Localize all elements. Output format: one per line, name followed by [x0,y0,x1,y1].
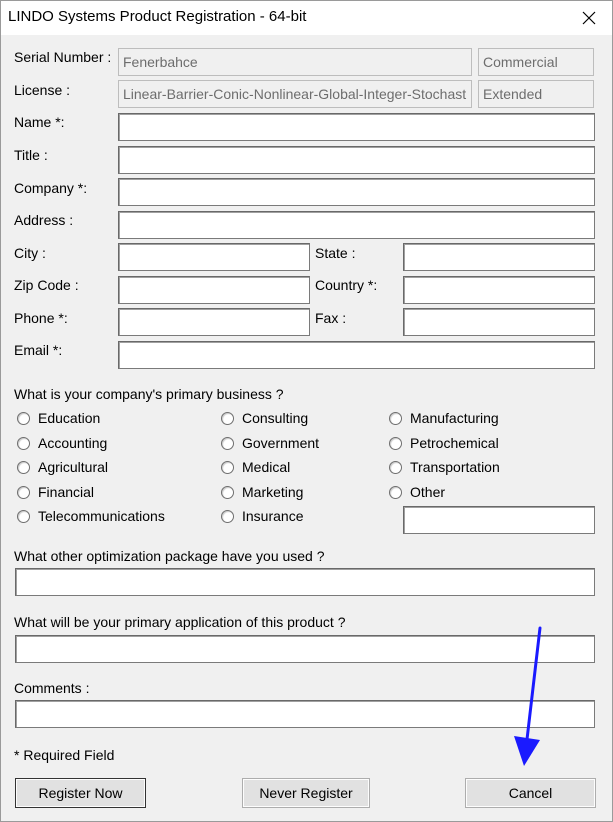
serial-number-field [118,48,472,76]
radio-label: Marketing [242,484,304,500]
radio-label: Accounting [38,435,108,451]
phone-field[interactable] [118,308,310,336]
radio-circle [17,412,30,425]
country-label: Country *: [315,277,378,293]
name-label: Name *: [14,114,65,130]
radio-circle [389,437,402,450]
radio-petrochemical[interactable] [389,435,499,451]
radio-label: Other [410,484,446,500]
radio-label: Transportation [410,459,500,475]
business-question: What is your company's primary business ? [14,386,284,402]
radio-label: Government [242,435,320,451]
radio-circle [389,412,402,425]
comments-field[interactable] [15,700,595,728]
company-label: Company *: [14,180,88,196]
radio-circle [221,437,234,450]
radio-government[interactable] [221,435,319,451]
primary-application-field[interactable] [15,635,595,663]
primary-application-question: What will be your primary application of this product ? [14,614,346,630]
radio-transportation[interactable] [389,459,500,475]
radio-telecommunications[interactable] [17,508,165,524]
radio-circle [221,461,234,474]
radio-label: Manufacturing [410,410,499,426]
radio-label: Consulting [242,410,309,426]
comments-label: Comments : [14,680,90,696]
country-field[interactable] [403,276,595,304]
radio-circle [17,461,30,474]
email-label: Email *: [14,342,63,358]
title-bar [1,1,612,35]
company-field[interactable] [118,178,595,206]
zip-code-label: Zip Code : [14,277,79,293]
close-icon [582,11,596,25]
radio-manufacturing[interactable] [389,410,499,426]
title-label: Title : [14,147,48,163]
required-field-note: * Required Field [14,747,115,763]
other-business-field[interactable] [403,506,595,534]
radio-label: Medical [242,459,291,475]
fax-field[interactable] [403,308,595,336]
title-field[interactable] [118,146,595,174]
radio-label: Telecommunications [38,508,165,524]
radio-circle [17,510,30,523]
other-package-field[interactable] [15,568,595,596]
radio-circle [221,412,234,425]
serial-number-label: Serial Number : [14,49,112,65]
radio-label: Agricultural [38,459,109,475]
license-edition-field [478,80,594,108]
address-field[interactable] [118,211,595,239]
radio-marketing[interactable] [221,484,303,500]
state-label: State : [315,245,356,261]
register-now-button[interactable]: Register Now [15,778,146,808]
radio-accounting[interactable] [17,435,107,451]
radio-agricultural[interactable] [17,459,108,475]
radio-medical[interactable] [221,459,290,475]
license-type-field [478,48,594,76]
state-field[interactable] [403,243,595,271]
radio-label: Financial [38,484,95,500]
radio-circle [221,486,234,499]
radio-consulting[interactable] [221,410,308,426]
zip-code-field[interactable] [118,276,310,304]
radio-education[interactable] [17,410,100,426]
radio-insurance[interactable] [221,508,303,524]
radio-circle [221,510,234,523]
fax-label: Fax : [315,310,347,326]
radio-financial[interactable] [17,484,94,500]
address-label: Address : [14,212,74,228]
email-field[interactable] [118,341,595,369]
never-register-button[interactable]: Never Register [242,778,370,808]
radio-circle [389,461,402,474]
radio-label: Insurance [242,508,304,524]
license-label: License : [14,82,71,98]
name-field[interactable] [118,113,595,141]
city-label: City : [14,245,46,261]
radio-label: Petrochemical [410,435,499,451]
city-field[interactable] [118,243,310,271]
close-button[interactable] [566,1,612,35]
phone-label: Phone *: [14,310,68,326]
radio-circle [389,486,402,499]
radio-other[interactable] [389,484,445,500]
other-package-question: What other optimization package have you used ? [14,548,325,564]
license-field [118,80,472,108]
radio-circle [17,486,30,499]
radio-label: Education [38,410,101,426]
radio-circle [17,437,30,450]
window-title: LINDO Systems Product Registration - 64-bit [8,8,307,25]
cancel-button[interactable]: Cancel [465,778,596,808]
